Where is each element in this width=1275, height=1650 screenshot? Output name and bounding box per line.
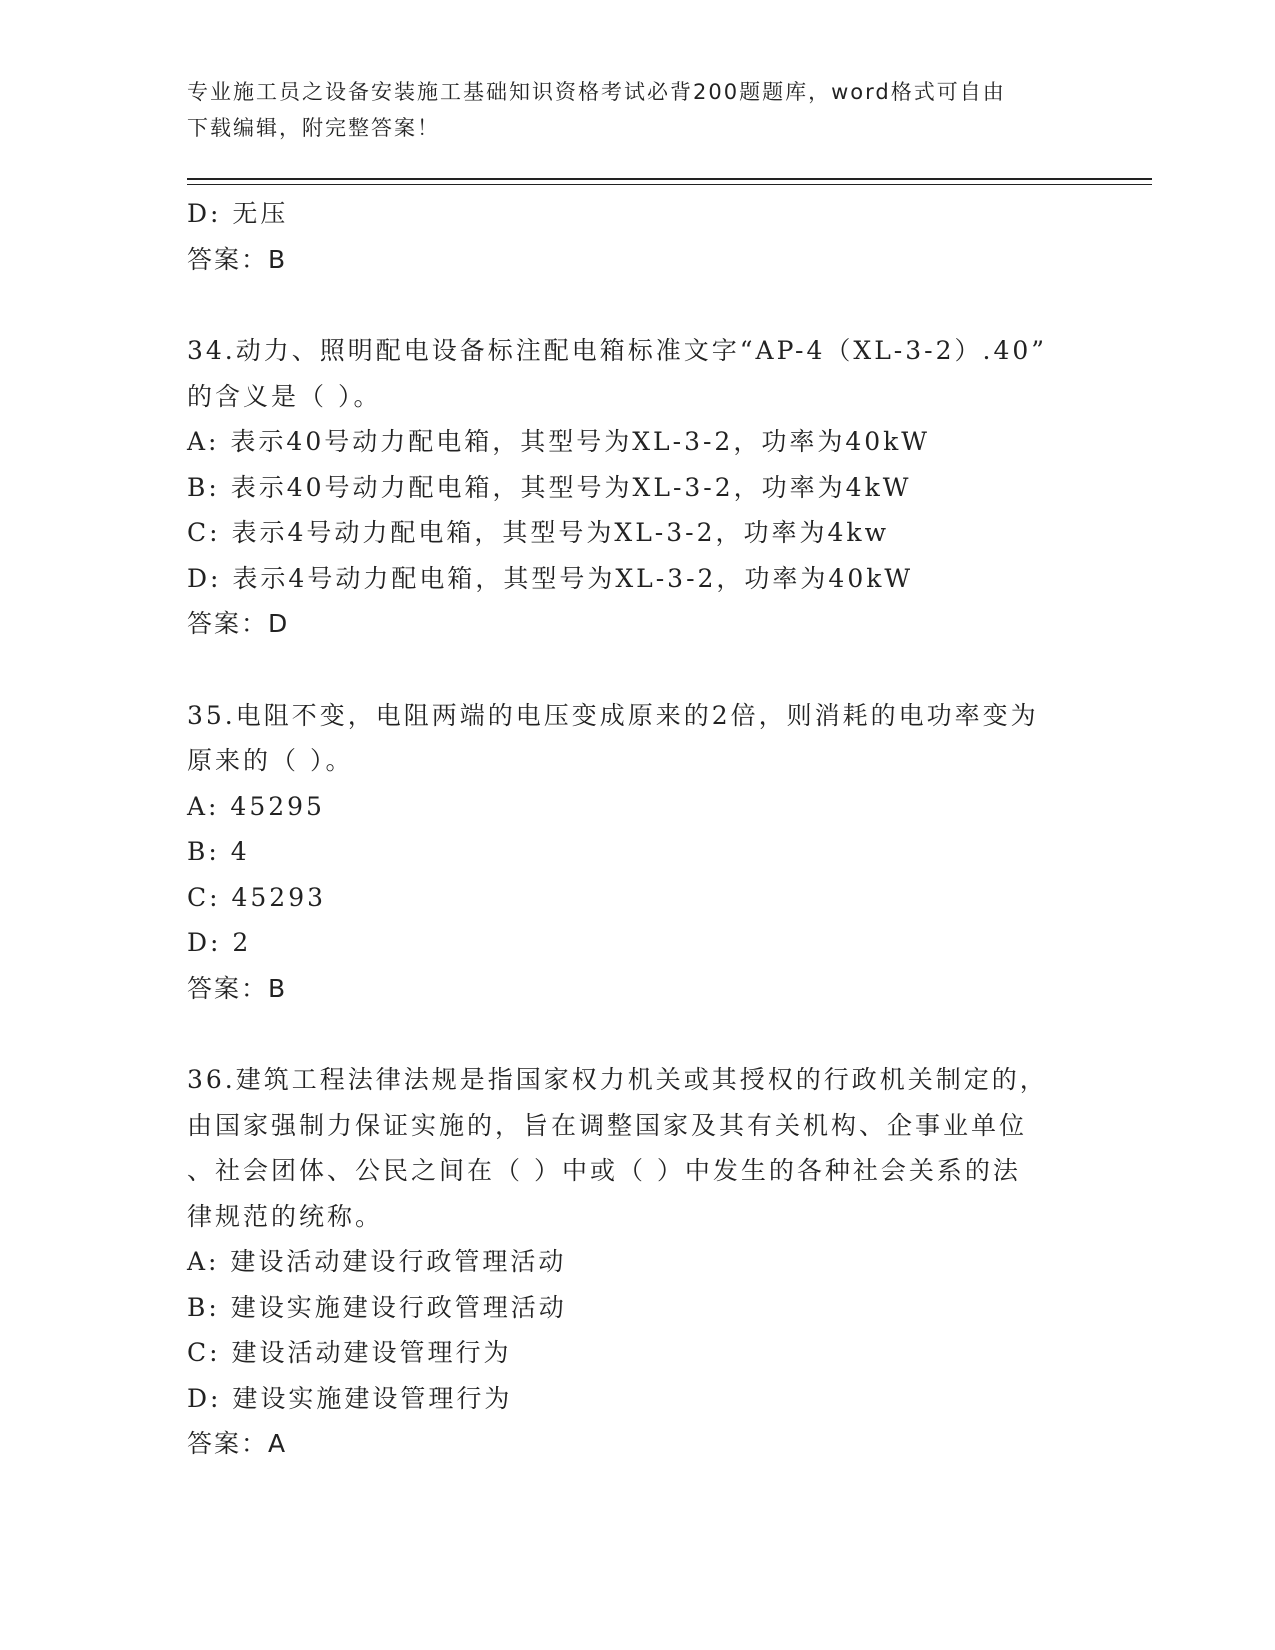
question-35 (187, 693, 1087, 1012)
option-c: C: 表示4号动力配电箱，其型号为XL-3-2，功率为4kw (187, 518, 889, 547)
document-header (187, 74, 1067, 146)
question-36 (187, 1057, 1087, 1467)
option-d: D: 建设实施建设管理行为 (187, 1383, 513, 1413)
option-a: A: 建设活动建设行政管理活动 (187, 1247, 567, 1276)
option-d: D: 2 (187, 928, 252, 957)
header-divider-thin (187, 184, 1152, 185)
question-text: 的含义是（ ）。 (187, 381, 382, 411)
option-c: C: 建设活动建设管理行为 (187, 1338, 512, 1367)
answer-line: 答案：B (187, 973, 288, 1003)
option-d: D: 表示4号动力配电箱，其型号为XL-3-2，功率为40kW (187, 563, 914, 593)
question-text: 36.建筑工程法律法规是指国家权力机关或其授权的行政机关制定的， (187, 1065, 1048, 1094)
question-text: 由国家强制力保证实施的，旨在调整国家及其有关机构、企事业单位 (187, 1110, 1028, 1140)
question-text: 34.动力、照明配电设备标注配电箱标准文字“AP-4（XL-3-2）.40” (187, 336, 1048, 365)
option-a: A: 45295 (187, 791, 325, 821)
answer-line: 答案：D (187, 609, 290, 638)
answer-line: 答案：B (187, 244, 288, 274)
header-divider-thick (187, 178, 1152, 180)
question-text: 、社会团体、公民之间在（ ）中或（ ）中发生的各种社会关系的法 (187, 1156, 1021, 1185)
option-a: A: 表示40号动力配电箱，其型号为XL-3-2，功率为40kW (187, 427, 930, 456)
option-b: B: 建设实施建设行政管理活动 (187, 1292, 567, 1322)
option-b: B: 4 (187, 837, 250, 866)
question-text: 35.电阻不变，电阻两端的电压变成原来的2倍，则消耗的电功率变为 (187, 700, 1039, 730)
option-b: B: 表示40号动力配电箱，其型号为XL-3-2，功率为4kW (187, 472, 912, 502)
question-text: 律规范的统称。 (187, 1201, 384, 1231)
document-body (187, 191, 1087, 1467)
option-d: D: 无压 (187, 199, 289, 228)
header-line-1: 专业施工员之设备安装施工基础知识资格考试必背200题题库，word格式可自由 (187, 80, 1006, 104)
question-34 (187, 328, 1087, 647)
header-line-2: 下载编辑，附完整答案！ (187, 116, 440, 140)
question-text: 原来的（ ）。 (187, 746, 354, 775)
option-c: C: 45293 (187, 882, 327, 912)
answer-line: 答案：A (187, 1429, 288, 1458)
